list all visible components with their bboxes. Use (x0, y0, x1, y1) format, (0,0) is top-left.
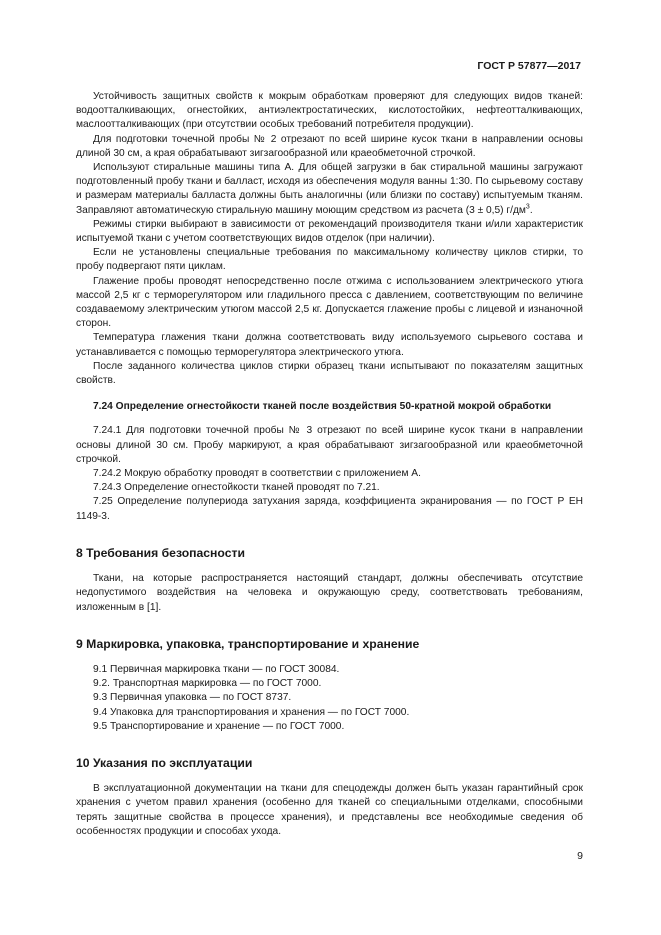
paragraph: Если не установлены специальные требования по максимальному количеству циклов стирки, то пробу подвергают пяти циклам. (76, 247, 583, 273)
paragraph (76, 161, 583, 218)
list-item: 7.24.3 Определение огнестойкости тканей проводят по 7.21. (93, 482, 380, 494)
paragraph: Температура глажения ткани должна соответствовать виду используемого сырьевого состава и устанавливается с помощью терморегулятора электрического утюга. (76, 332, 583, 358)
paragraph: Глажение пробы проводят непосредственно после отжима с использованием электрического утюга массой 2,5 кг с терморегулятором или гладильного пресса с давлением, соответствующим по величине создаваемому электрическим утюгом массой 2,5 кг. Допускается глажение пробы с лицевой и изнаночной сторон. (76, 275, 583, 330)
page-content (76, 90, 583, 839)
paragraph: Ткани, на которые распространяется настоящий стандарт, должны обеспечивать отсутствие недопустимого воздействия на человека и окружающую среду, соответствовать требованиям, изложенным в [1]. (76, 573, 583, 613)
paragraph: После заданного количества циклов стирки образец ткани испытывают по показателям защитных свойств. (76, 360, 583, 387)
list-item: 7.24.1 Для подготовки точечной пробы № 3 отрезают по всей ширине кусок ткани в направлении основы длиной 30 см. Пробу маркируют, а края обрабатывают зигзагообразной или краеобметочной строчкой. (76, 425, 583, 465)
list-item: 9.5 Транспортирование и хранение — по ГОСТ 7000. (93, 720, 345, 732)
list-item: 9.1 Первичная маркировка ткани — по ГОСТ 30084. (93, 663, 340, 675)
list-item: 7.25 Определение полупериода затухания заряда, коэффициента экранирования — по ГОСТ Р ЕН 1149-3. (76, 496, 583, 522)
list-item: 7.24.2 Мокрую обработку проводят в соответствии с приложением А. (93, 468, 421, 480)
section-title: 10 Указания по эксплуатации (76, 755, 253, 770)
paragraph: В эксплуатационной документации на ткани для спецодежды должен быть указан гарантийный срок хранения с учетом правил хранения (особенно для тканей со специальными отделками, способными терять защитные свойства в процессе хранения), и представлены все необходимые сведения об особенностях продукции и способах ухода. (76, 783, 583, 837)
section-title: 8 Требования безопасности (76, 545, 245, 560)
paragraph: Устойчивость защитных свойств к мокрым обработкам проверяют для следующих видов тканей: водоотталкивающих, огнестойких, антиэлектростатических, кислотостойких, нефтеотталкивающих, маслоотталкивающих (при отсутствии особых требований потребителя продукции). (76, 91, 583, 131)
paragraph: Режимы стирки выбирают в зависимости от рекомендаций производителя ткани и/или характеристик испытуемой ткани с учетом соответствующих видов отделок (при наличии). (76, 218, 583, 245)
paragraph: Для подготовки точечной пробы № 2 отрезают по всей ширине кусок ткани в направлении основы длиной 30 см, а края обрабатывают зигзагообразной или краеобметочной строчкой. (76, 133, 583, 159)
list-item: 9.2. Транспортная маркировка — по ГОСТ 7000. (93, 678, 322, 690)
list-item: 9.4 Упаковка для транспортирования и хранения — по ГОСТ 7000. (93, 706, 410, 718)
section-title: 9 Маркировка, упаковка, транспортирование и хранение (76, 636, 420, 651)
period: . (529, 204, 533, 216)
page-number: 9 (577, 850, 583, 862)
document-code-header: ГОСТ Р 57877—2017 (477, 60, 581, 72)
paragraph-text: Используют стиральные машины типа А. Для общей загрузки в бак стиральной машины загружают подготовленный пробу ткани и балласт, исходя из обеспечения модуля ванны 1:30. По сырьевому составу и размерам материалы балласта должны быть аналогичны (или близки по составу) испытуемым тканям. Заправляют автоматическую стиральную машину моющим средством из расчета (3 ± 0,5) г/дм (76, 162, 583, 216)
list-item: 9.3 Первичная упаковка — по ГОСТ 8737. (93, 692, 292, 704)
subsection-title: 7.24 Определение огнестойкости тканей после воздействия 50-кратной мокрой обработки (93, 401, 552, 413)
superscript: 3 (525, 203, 530, 211)
